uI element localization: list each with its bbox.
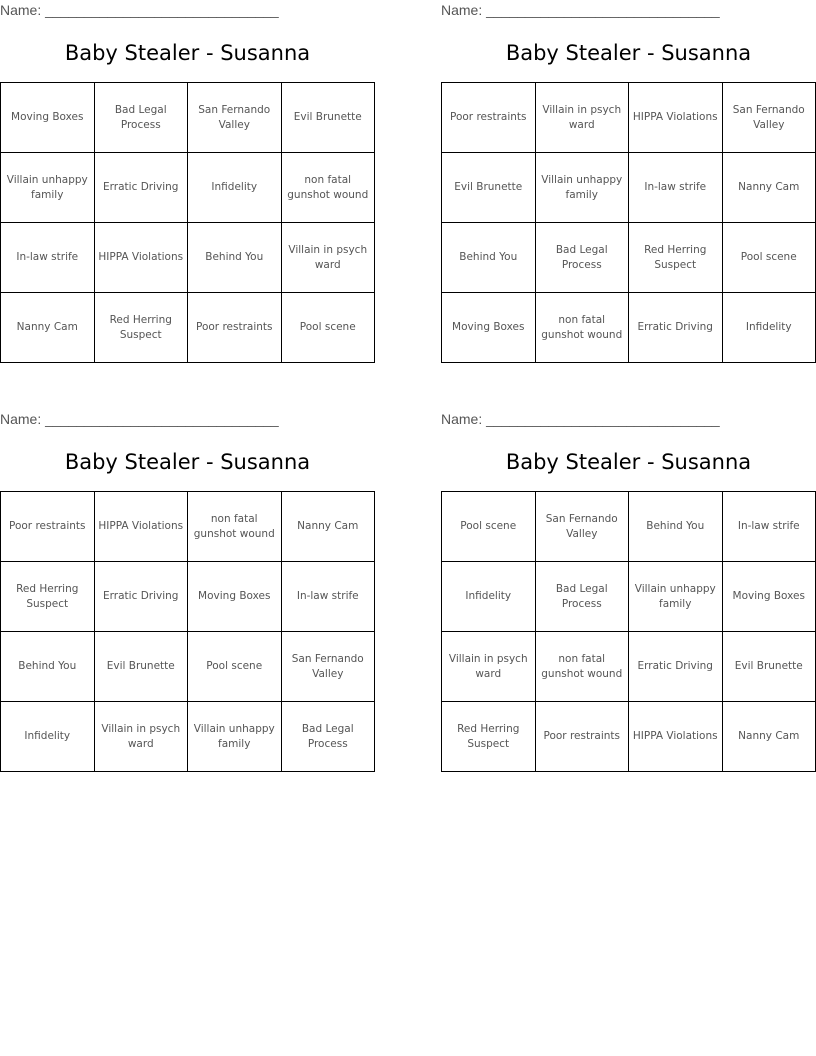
bingo-cell: Villain unhappy family: [629, 562, 723, 632]
bingo-cell: Villain unhappy family: [1, 153, 95, 223]
bingo-cell: HIPPA Violations: [94, 492, 188, 562]
name-field-label: Name: ______________________________: [0, 411, 279, 427]
bingo-cell: In-law strife: [1, 223, 95, 293]
bingo-cell: San Fernando Valley: [722, 83, 816, 153]
bingo-cell: Behind You: [188, 223, 282, 293]
bingo-cell: San Fernando Valley: [188, 83, 282, 153]
bingo-cell: Nanny Cam: [281, 492, 375, 562]
grid-row: [1, 702, 375, 772]
grid-row: [442, 492, 816, 562]
bingo-cell: Erratic Driving: [94, 153, 188, 223]
bingo-cell: Poor restraints: [535, 702, 629, 772]
bingo-cell: HIPPA Violations: [629, 702, 723, 772]
card-title: Baby Stealer - Susanna: [505, 450, 752, 474]
bingo-cell: Bad Legal Process: [281, 702, 375, 772]
bingo-cell: non fatal gunshot wound: [188, 492, 282, 562]
grid-row: [1, 293, 375, 363]
grid-row: [1, 223, 375, 293]
bingo-cell: Infidelity: [188, 153, 282, 223]
bingo-cell: non fatal gunshot wound: [535, 632, 629, 702]
bingo-cell: Pool scene: [281, 293, 375, 363]
bingo-cell: Poor restraints: [188, 293, 282, 363]
card-title: Baby Stealer - Susanna: [64, 41, 311, 65]
name-field-label: Name: ______________________________: [0, 2, 279, 18]
bingo-cell: Pool scene: [188, 632, 282, 702]
grid-row: [442, 702, 816, 772]
bingo-grid: [0, 82, 375, 363]
bingo-cell: Moving Boxes: [1, 83, 95, 153]
bingo-cell: Red Herring Suspect: [94, 293, 188, 363]
bingo-cell: Villain in psych ward: [535, 83, 629, 153]
bingo-cell: San Fernando Valley: [281, 632, 375, 702]
bingo-cell: In-law strife: [281, 562, 375, 632]
grid-row: [1, 492, 375, 562]
grid-row: [1, 632, 375, 702]
bingo-cell: Nanny Cam: [722, 153, 816, 223]
bingo-cell: Poor restraints: [442, 83, 536, 153]
bingo-grid: [441, 82, 816, 363]
bingo-cell: Nanny Cam: [722, 702, 816, 772]
bingo-cell: Villain in psych ward: [442, 632, 536, 702]
bingo-cell: Villain in psych ward: [94, 702, 188, 772]
bingo-cell: non fatal gunshot wound: [535, 293, 629, 363]
bingo-cell: Villain in psych ward: [281, 223, 375, 293]
bingo-cell: Infidelity: [442, 562, 536, 632]
grid-row: [442, 632, 816, 702]
grid-row: [442, 83, 816, 153]
card-title: Baby Stealer - Susanna: [64, 450, 311, 474]
grid-row: [442, 562, 816, 632]
bingo-cell: Moving Boxes: [722, 562, 816, 632]
bingo-cell: Erratic Driving: [94, 562, 188, 632]
bingo-cell: Behind You: [629, 492, 723, 562]
bingo-cell: Poor restraints: [1, 492, 95, 562]
bingo-cell: Moving Boxes: [188, 562, 282, 632]
bingo-cell: Bad Legal Process: [535, 562, 629, 632]
bingo-cell: Pool scene: [722, 223, 816, 293]
grid-row: [1, 83, 375, 153]
bingo-cell: Evil Brunette: [281, 83, 375, 153]
bingo-cell: San Fernando Valley: [535, 492, 629, 562]
bingo-cell: Behind You: [1, 632, 95, 702]
name-field-label: Name: ______________________________: [441, 2, 720, 18]
bingo-cell: Red Herring Suspect: [1, 562, 95, 632]
bingo-cell: Erratic Driving: [629, 293, 723, 363]
bingo-cell: Evil Brunette: [442, 153, 536, 223]
bingo-cell: non fatal gunshot wound: [281, 153, 375, 223]
bingo-grid: [441, 491, 816, 772]
bingo-cell: In-law strife: [629, 153, 723, 223]
bingo-cell: Infidelity: [722, 293, 816, 363]
grid-row: [442, 293, 816, 363]
bingo-cell: Evil Brunette: [94, 632, 188, 702]
bingo-cell: HIPPA Violations: [629, 83, 723, 153]
bingo-grid: [0, 491, 375, 772]
bingo-cell: Red Herring Suspect: [629, 223, 723, 293]
card-title: Baby Stealer - Susanna: [505, 41, 752, 65]
bingo-cell: Pool scene: [442, 492, 536, 562]
grid-row: [1, 153, 375, 223]
name-field-label: Name: ______________________________: [441, 411, 720, 427]
bingo-cell: Villain unhappy family: [188, 702, 282, 772]
bingo-cell: Behind You: [442, 223, 536, 293]
bingo-cell: Red Herring Suspect: [442, 702, 536, 772]
bingo-cell: In-law strife: [722, 492, 816, 562]
grid-row: [1, 562, 375, 632]
bingo-cell: HIPPA Violations: [94, 223, 188, 293]
bingo-cell: Erratic Driving: [629, 632, 723, 702]
grid-row: [442, 153, 816, 223]
bingo-cell: Bad Legal Process: [535, 223, 629, 293]
bingo-cell: Moving Boxes: [442, 293, 536, 363]
bingo-cell: Evil Brunette: [722, 632, 816, 702]
grid-row: [442, 223, 816, 293]
bingo-cell: Nanny Cam: [1, 293, 95, 363]
bingo-cell: Infidelity: [1, 702, 95, 772]
bingo-cell: Villain unhappy family: [535, 153, 629, 223]
bingo-cell: Bad Legal Process: [94, 83, 188, 153]
